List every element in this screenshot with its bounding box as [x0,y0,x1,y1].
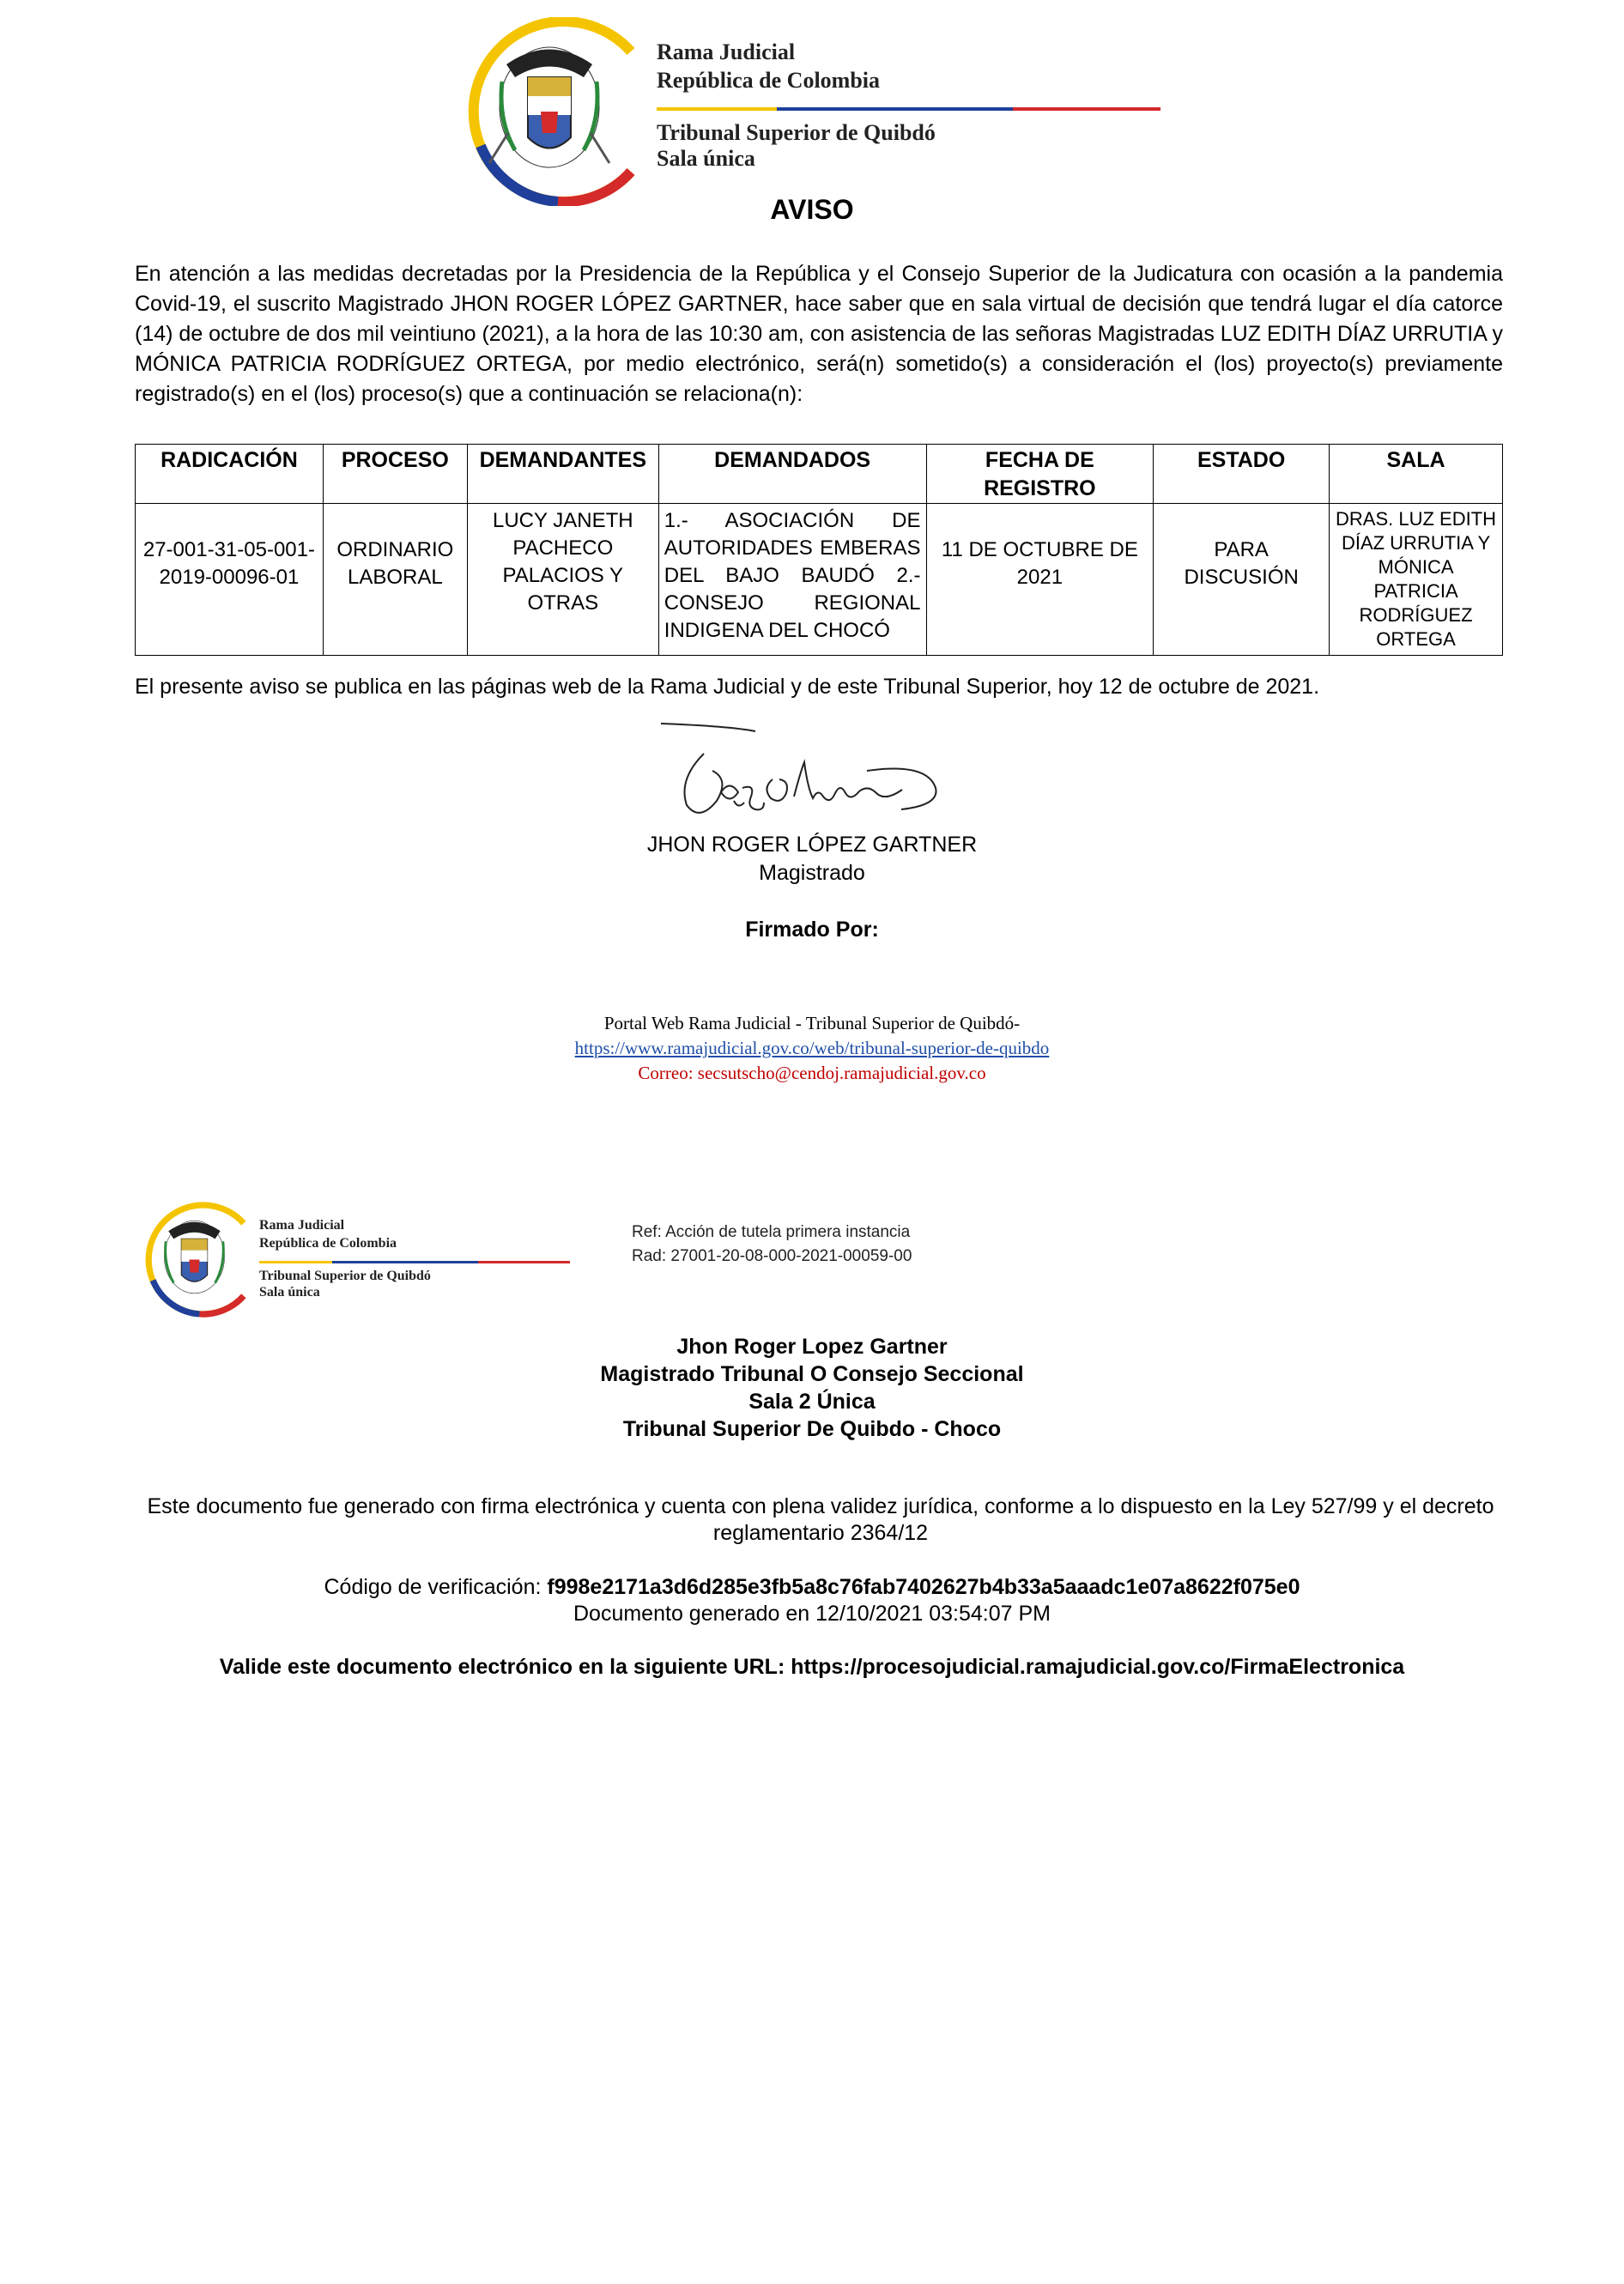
table-header-row [136,445,1503,504]
header-tribunal: Tribunal Superior de Quibdó [657,120,936,145]
header2-tribunal: Tribunal Superior de Quibdó [259,1269,431,1283]
ref-line: Ref: Acción de tutela primera instancia [632,1223,911,1241]
cell-demandantes: LUCY JANETH PACHECO PALACIOS Y OTRAS [467,504,658,656]
table-row [136,504,1503,656]
header2-yellow-rule [259,1261,332,1263]
header-sala: Sala única [657,146,755,171]
signatory-role: Magistrado [759,861,865,885]
handwritten-signature [652,719,961,831]
header2-rama-judicial: Rama Judicial [259,1218,345,1233]
header-yellow-rule [657,107,777,111]
signer-name: Jhon Roger Lopez Gartner [676,1335,948,1359]
col-header-proceso: PROCESO [323,445,467,504]
cell-sala: DRAS. LUZ EDITH DÍAZ URRUTIA Y MÓNICA PATRICIA RODRÍGUEZ ORTEGA [1330,504,1503,656]
legal-notice: Este documento fue generado con firma electrónica y cuenta con plena validez jurídica, conforme a lo dispuesto en la Ley 527/99 y el decreto reglamentario 2364/12 [147,1494,1494,1545]
portal-title: Portal Web Rama Judicial - Tribunal Superior de Quibdó- [603,1013,1021,1033]
signed-by-label: Firmado Por: [745,918,879,942]
signer-sala: Sala 2 Única [748,1390,876,1414]
court-seal-logo-small [137,1202,262,1318]
generated-timestamp: Documento generado en 12/10/2021 03:54:07 PM [573,1602,1051,1626]
intro-paragraph: En atención a las medidas decretadas por la Presidencia de la República y el Consejo Superior de la Judicatura con ocasión a la pandemia Covid-19, el suscrito Magistrado JHON ROGER LÓPEZ GARTNER, hace saber que en sala virtual de decisión que tendrá lugar el día catorce (14) de octubre de dos mil veintiuno (2021), a la hora de las 10:30 am, con asistencia de las señoras Magistradas LUZ EDITH DÍAZ URRUTIA y MÓNICA PATRICIA RODRÍGUEZ ORTEGA, por medio electrónico, será(n) sometido(s) a consideración el (los) proyecto(s) previamente registrado(s) en el (los) proceso(s) que a continuación se relaciona(n): [135,262,1503,406]
cell-radicacion: 27-001-31-05-001-2019-00096-01 [136,504,324,656]
cell-fecha: 11 DE OCTUBRE DE 2021 [926,504,1154,656]
cell-proceso: ORDINARIO LABORAL [323,504,467,656]
cases-table [135,444,1503,656]
publication-notice: El presente aviso se publica en las páginas web de la Rama Judicial y de este Tribunal Superior, hoy 12 de octubre de 2021. [135,675,1320,699]
col-header-fecha: FECHA DE REGISTRO [926,445,1154,504]
rad-line: Rad: 27001-20-08-000-2021-00059-00 [632,1247,912,1265]
cell-demandados: 1.- ASOCIACIÓN DE AUTORIDADES EMBERAS DEL BAJO BAUDÓ 2.- CONSEJO REGIONAL INDIGENA DEL CHOCÓ [658,504,926,656]
reference-block [632,1221,912,1269]
electronic-signer [0,1333,1624,1443]
col-header-estado: ESTADO [1154,445,1330,504]
header2-red-rule [478,1261,570,1263]
header2-republica: República de Colombia [259,1236,397,1251]
header-rama-judicial: Rama Judicial [657,39,796,64]
header-red-rule [1013,107,1160,111]
portal-link[interactable]: https://www.ramajudicial.gov.co/web/tribunal-superior-de-quibdo [574,1038,1050,1058]
header-republica: República de Colombia [657,68,881,93]
col-header-sala: SALA [1330,445,1503,504]
verification-code: f998e2171a3d6d285e3fb5a8c76fab7402627b4b33a5aaadc1e07a8622f075e0 [547,1575,1300,1599]
validate-url-line: Valide este documento electrónico en la siguiente URL: https://procesojudicial.ramajudicial.gov.co/FirmaElectronica [219,1655,1405,1679]
col-header-demandantes: DEMANDANTES [467,445,658,504]
signer-title: Magistrado Tribunal O Consejo Seccional [600,1362,1024,1386]
cell-estado: PARA DISCUSIÓN [1154,504,1330,656]
col-header-radicacion: RADICACIÓN [136,445,324,504]
header2-sala: Sala única [259,1285,320,1300]
portal-block [0,1011,1624,1086]
header2-blue-rule [332,1261,478,1263]
document-title: AVISO [770,194,854,225]
header-blue-rule [777,107,1013,111]
col-header-demandados: DEMANDADOS [658,445,926,504]
court-seal-logo [455,17,661,206]
signer-court: Tribunal Superior De Quibdo - Choco [622,1417,1002,1441]
portal-email: Correo: secsutscho@cendoj.ramajudicial.gov.co [638,1063,986,1083]
verification-block [0,1574,1624,1627]
signatory-name: JHON ROGER LÓPEZ GARTNER [646,833,978,857]
verification-label: Código de verificación: [324,1575,542,1599]
